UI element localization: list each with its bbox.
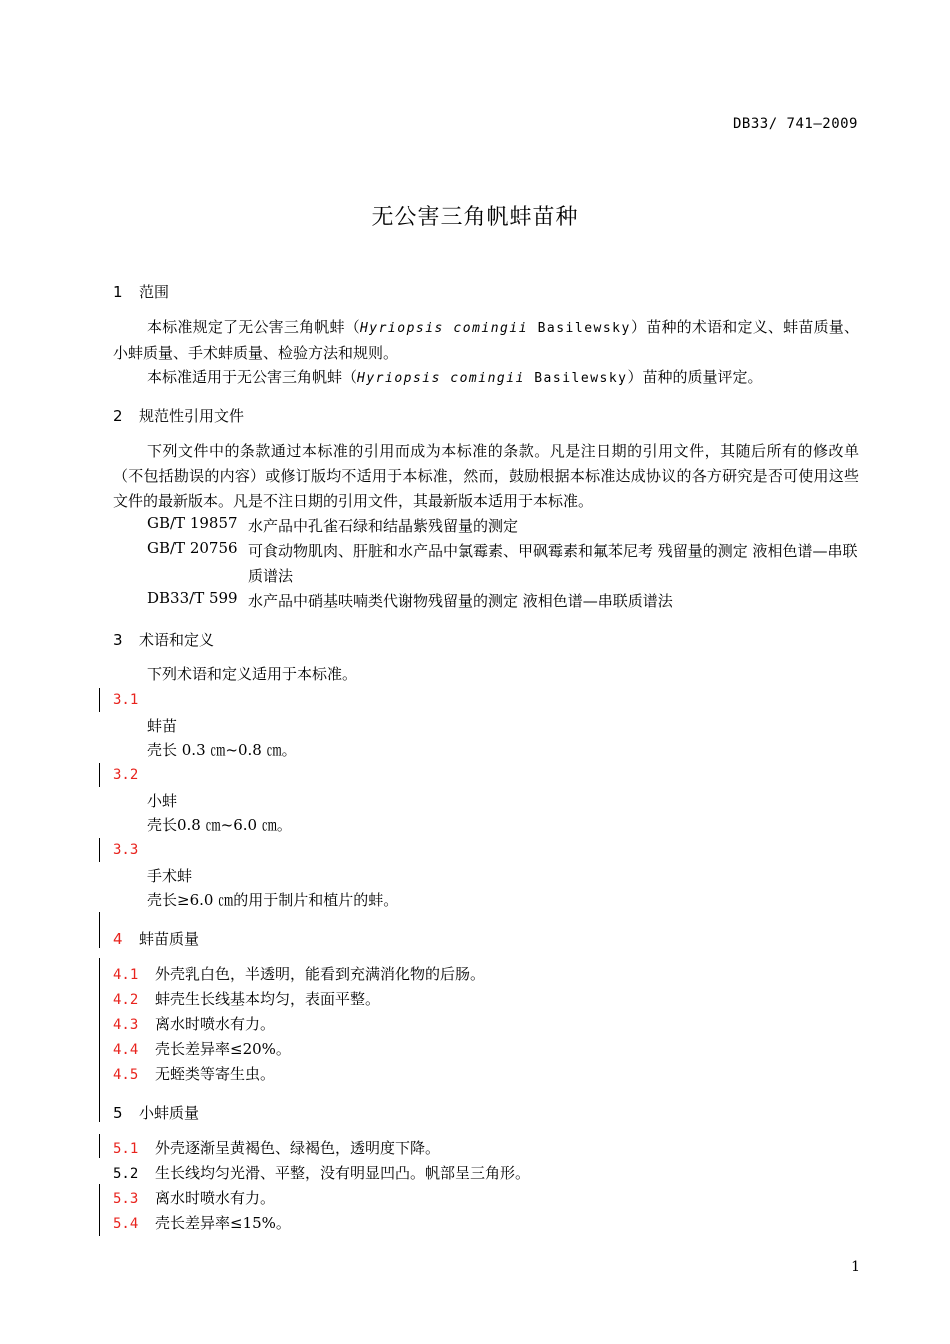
item-text: 离水时喷水有力。 — [155, 1015, 276, 1033]
latin-author: Basilewsky — [524, 371, 628, 386]
section-3-intro: 下列术语和定义适用于本标准。 — [147, 665, 358, 683]
item-text: 壳长差异率≤20%。 — [155, 1040, 291, 1058]
section-title: 术语和定义 — [139, 631, 215, 649]
revision-bar — [99, 838, 100, 862]
reference-description: 水产品中孔雀石绿和结晶紫残留量的测定 — [248, 517, 519, 535]
latin-genus: Hyriopsis comingii — [359, 321, 529, 336]
revision-bar — [99, 688, 100, 712]
list-item — [113, 1037, 291, 1063]
section-1-paragraph-1 — [113, 315, 859, 366]
section-number: 5 — [113, 1104, 123, 1122]
revision-bar — [99, 1134, 100, 1158]
latin-genus: Hyriopsis comingii — [357, 371, 525, 386]
section-number: 1 — [113, 283, 123, 301]
term-name: 手术蚌 — [147, 867, 193, 885]
item-text: 离水时喷水有力。 — [155, 1189, 276, 1207]
section-number: 4 — [113, 930, 123, 948]
list-item — [113, 1012, 275, 1038]
item-number: 4.3 — [113, 1017, 139, 1033]
section-title: 小蚌质量 — [139, 1104, 200, 1122]
item-number: 5.4 — [113, 1216, 139, 1232]
reference-code: GB/T 19857 — [147, 514, 238, 532]
standard-number: DB33/ 741—2009 — [732, 116, 858, 132]
section-5-heading — [113, 1102, 199, 1123]
list-item — [113, 1211, 291, 1237]
section-number: 2 — [113, 407, 123, 425]
term-number: 3.1 — [113, 692, 139, 708]
item-number: 4.1 — [113, 967, 139, 983]
item-text: 壳长差异率≤15%。 — [155, 1214, 291, 1232]
reference-code: DB33/T 599 — [147, 589, 238, 607]
item-text: 蚌壳生长线基本均匀，表面平整。 — [155, 990, 381, 1008]
list-item — [113, 1062, 275, 1088]
revision-bar — [99, 958, 100, 1122]
text-span: ）苗种的术语和定义、蚌苗质量、小蚌质量、手术蚌质量、检验方法和规则。 — [113, 318, 859, 362]
item-number: 4.2 — [113, 992, 139, 1008]
page-number: 1 — [851, 1259, 860, 1275]
section-1-heading — [113, 281, 169, 302]
revision-bar — [99, 912, 100, 948]
reference-code: GB/T 20756 — [147, 539, 238, 557]
list-item — [113, 987, 380, 1013]
section-4-heading — [113, 928, 199, 949]
list-item — [113, 1136, 440, 1162]
item-text: 外壳乳白色，半透明，能看到充满消化物的后肠。 — [155, 965, 486, 983]
section-title: 范围 — [139, 283, 170, 301]
list-item — [113, 962, 485, 988]
section-1-paragraph-2 — [113, 365, 859, 391]
item-number: 4.5 — [113, 1067, 139, 1083]
reference-description: 可食动物肌肉、肝脏和水产品中氯霉素、甲砜霉素和氟苯尼考 残留量的测定 液相色谱—串联质谱法 — [248, 542, 858, 585]
list-item — [113, 1161, 530, 1187]
reference-description: 水产品中硝基呋喃类代谢物残留量的测定 液相色谱—串联质谱法 — [248, 592, 673, 610]
list-item — [113, 1186, 275, 1212]
item-number: 5.1 — [113, 1141, 139, 1157]
term-number: 3.3 — [113, 842, 139, 858]
term-definition: 壳长≥6.0 ㎝的用于制片和植片的蚌。 — [147, 891, 399, 909]
item-number: 5.2 — [113, 1166, 139, 1182]
text-span: ）苗种的质量评定。 — [627, 368, 763, 386]
section-2-heading — [113, 405, 244, 426]
document-title: 无公害三角帆蚌苗种 — [371, 205, 579, 230]
term-definition: 壳长0.8 ㎝~6.0 ㎝。 — [147, 816, 292, 834]
section-title: 蚌苗质量 — [139, 930, 200, 948]
revision-bar — [99, 1184, 100, 1236]
section-2-intro: 下列文件中的条款通过本标准的引用而成为本标准的条款。凡是注日期的引用文件，其随后所有的修改单（不包括勘误的内容）或修订版均不适用于本标准，然而，鼓励根据本标准达成协议的各方研究是否可使用这些文件的最新版本。凡是不注日期的引用文件，其最新版本适用于本标准。 — [113, 442, 859, 510]
item-text: 外壳逐渐呈黄褐色、绿褐色，透明度下降。 — [155, 1139, 441, 1157]
revision-bar — [99, 763, 100, 787]
item-number: 4.4 — [113, 1042, 139, 1058]
term-name: 蚌苗 — [147, 717, 178, 735]
section-3-heading — [113, 629, 214, 650]
term-definition: 壳长 0.3 ㎝~0.8 ㎝。 — [147, 741, 297, 759]
section-number: 3 — [113, 631, 123, 649]
section-title: 规范性引用文件 — [139, 407, 245, 425]
item-text: 无蛭类等寄生虫。 — [155, 1065, 276, 1083]
text-span: 本标准规定了无公害三角帆蚌（ — [147, 318, 360, 336]
text-span: 本标准适用于无公害三角帆蚌（ — [147, 368, 358, 386]
term-number: 3.2 — [113, 767, 139, 783]
term-name: 小蚌 — [147, 792, 178, 810]
item-number: 5.3 — [113, 1191, 139, 1207]
item-text: 生长线均匀光滑、平整，没有明显凹凸。帆部呈三角形。 — [155, 1164, 531, 1182]
latin-author: Basilewsky — [528, 321, 631, 336]
